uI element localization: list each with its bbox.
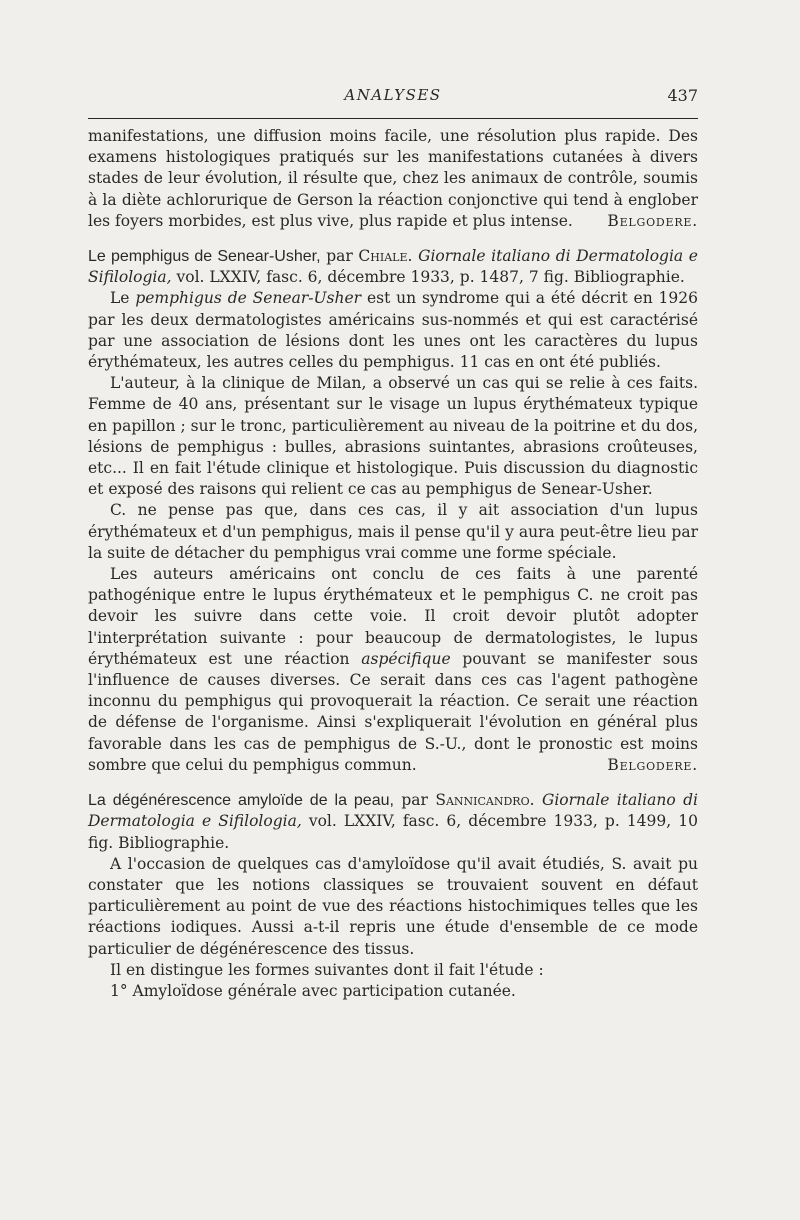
article1-signature: Belgodere. — [607, 211, 698, 230]
article2-p1-lead: Le — [110, 289, 130, 308]
article3-author: Sannicandro. — [435, 791, 535, 810]
article2-p4-italic: aspécifique — [361, 649, 451, 668]
article2-details: vol. LXXIV, fasc. 6, décembre 1933, p. 1487, 7 fig. Bibliographie. — [176, 268, 685, 287]
running-title: ANALYSES — [344, 86, 442, 104]
article2-title: Le pemphigus de Senear-Usher, — [88, 248, 321, 266]
article3-paragraph-2: Il en distingue les formes suivantes dont il fait l'étude : — [110, 960, 544, 979]
article2-p4-b: pouvant se manifester sous l'influence de causes diverses. Ce serait dans ces cas l'agent pathogène inconnu du pemphigus qui provoquerait la réaction. Ce serait une réaction de défense de l'organisme. Ainsi s'expliquerait l'évolution en général plus favorable dans les cas de pemphigus de S.-U., dont le pronostic est moins sombre que celui du pemphigus commun. — [88, 649, 698, 774]
article2-p1-rest: est un syndrome qui a été décrit en 1926 par les deux dermatologistes américains sus-nommés et qui est caractérisé par une association de lésions dont les unes ont les caractères du lupus érythémateux, les autres celles du pemphigus. 11 cas en ont été publiés. — [88, 289, 698, 372]
article2-author: Chiale. — [358, 247, 413, 266]
header-rule — [88, 118, 698, 119]
article2-reference — [88, 246, 698, 288]
article2-par: par — [326, 247, 353, 266]
article2-paragraph-1 — [88, 288, 698, 373]
article3-paragraph-1: A l'occasion de quelques cas d'amyloïdose qu'il avait étudiés, S. avait pu constater que les notions classiques se trouvaient souvent en défaut particulièrement au point de vue des réactions histochimiques telles que les réactions iodiques. Aussi a-t-il repris une étude d'ensemble de ce mode particulier de dégénérescence des tissus. — [88, 854, 698, 958]
article3-paragraph-3: 1° Amyloïdose générale avec participation cutanée. — [110, 981, 516, 1000]
article3-title: La dégénérescence amyloïde de la peau, — [88, 792, 394, 810]
page-header — [88, 86, 698, 110]
article3-par: par — [401, 791, 428, 810]
article2-journal: Giornale italiano di Dermatologia e Sifilologia, — [88, 247, 698, 287]
article2-p1-italic: pemphigus de Senear-Usher — [135, 289, 362, 308]
article2-signature: Belgodere. — [607, 755, 698, 774]
article2-paragraph-2: L'auteur, à la clinique de Milan, a observé un cas qui se relie à ces faits. Femme de 40 ans, présentant sur le visage un lupus érythémateux typique en papillon ; sur le tronc, particulièrement au niveau de la poitrine et du dos, lésions de pemphigus : bulles, abrasions suintantes, abrasions croûteuses, etc... Il en fait l'étude clinique et histologique. Puis discussion du diagnostic et exposé des raisons qui relient ce cas au pemphigus de Senear-Usher. — [88, 374, 698, 499]
article3-details: vol. LXXIV, fasc. 6, décembre 1933, p. 1499, 10 fig. Bibliographie. — [88, 812, 698, 852]
article2-paragraph-3: C. ne pense pas que, dans ces cas, il y ait association d'un lupus érythémateux et d'un pemphigus, mais il pense qu'il y aura peut-être lieu par la suite de détacher du pemphigus vrai comme une forme spéciale. — [88, 501, 698, 562]
article1-tail — [88, 126, 698, 232]
article2-p4-a: Les auteurs américains ont conclu de ces faits à une parenté pathogénique entre le lupus érythémateux et le pemphigus C. ne croit pas devoir les suivre dans cette voie. Il croit devoir plutôt adopter l'interprétation suivante : pour beaucoup de dermatologistes, le lupus érythémateux est une réaction — [88, 565, 698, 668]
article3-journal: Giornale italiano di Dermatologia e Sifilologia, — [88, 791, 698, 831]
page-number: 437 — [667, 86, 698, 105]
article2-paragraph-4 — [88, 564, 698, 776]
article1-text: manifestations, une diffusion moins facile, une résolution plus rapide. Des examens histologiques pratiqués sur les manifestations cutanées à divers stades de leur évolution, il résulte que, chez les animaux de contrôle, soumis à la diète achlorurique de Gerson la réaction conjonctive qui tend à englober les foyers morbides, est plus vive, plus rapide et plus intense. — [88, 127, 698, 230]
page-body — [88, 126, 698, 1002]
article3-reference — [88, 790, 698, 854]
